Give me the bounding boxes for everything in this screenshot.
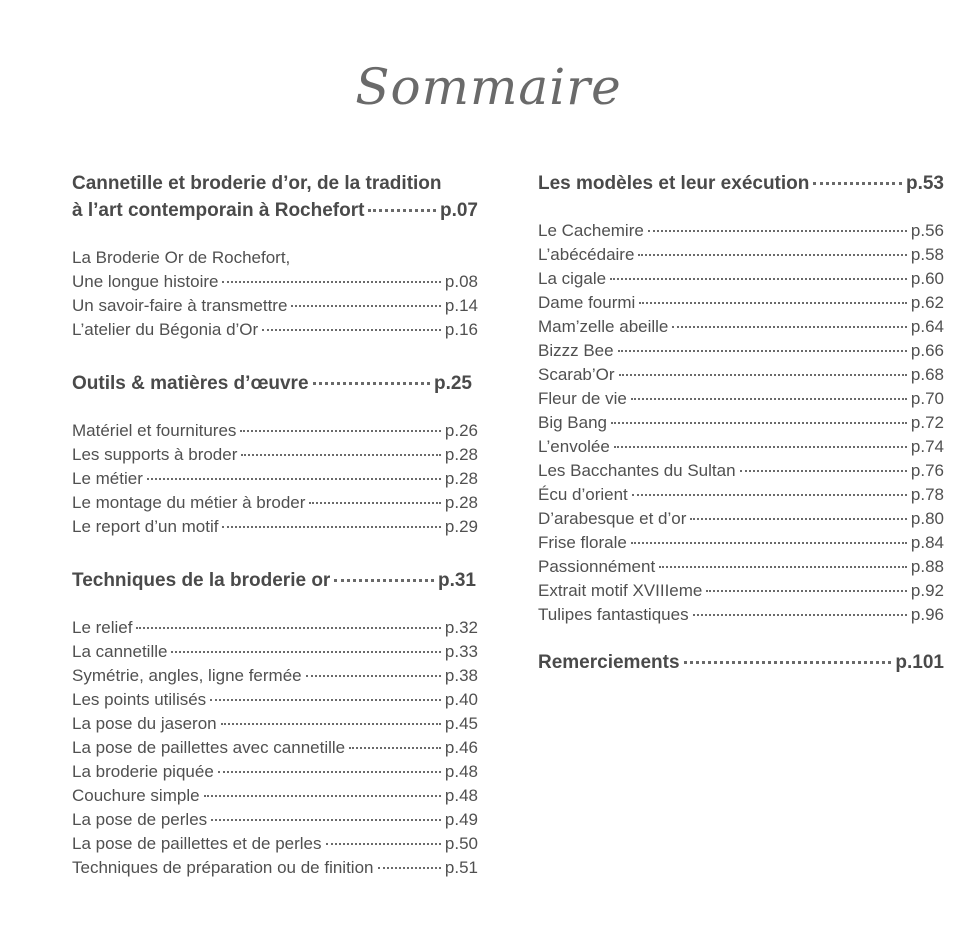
toc-entry[interactable] (538, 579, 944, 603)
toc-left-column (72, 170, 478, 880)
dot-leader (171, 651, 440, 653)
dot-leader (222, 281, 440, 283)
toc-entry[interactable] (72, 640, 478, 664)
toc-entry[interactable] (72, 688, 478, 712)
entry-page: p.46 (444, 738, 478, 757)
dot-leader (684, 661, 892, 664)
entry-label: La pose de paillettes avec cannetille (72, 738, 346, 757)
toc-entry[interactable] (538, 219, 944, 243)
toc-entry[interactable] (538, 507, 944, 531)
entry-page: p.38 (444, 666, 478, 685)
entry-label: Les points utilisés (72, 690, 207, 709)
section-heading-page: p.31 (437, 570, 476, 591)
toc-entry[interactable] (72, 443, 478, 467)
entry-page: p.45 (444, 714, 478, 733)
section-heading-modeles[interactable] (538, 170, 944, 197)
entry-page: p.26 (444, 421, 478, 440)
entry-label: Les supports à broder (72, 445, 238, 464)
entry-page: p.28 (444, 493, 478, 512)
entry-page: p.62 (910, 293, 944, 312)
entry-page: p.49 (444, 810, 478, 829)
entry-label: L’atelier du Bégonia d’Or (72, 320, 259, 339)
entry-page: p.72 (910, 413, 944, 432)
entry-label: Frise florale (538, 533, 627, 552)
toc-entry[interactable] (538, 243, 944, 267)
section-heading-line2: à l’art contemporain à Rochefort (72, 200, 365, 221)
entry-page: p.84 (910, 533, 944, 552)
dot-leader (659, 566, 907, 568)
toc-entry[interactable] (538, 411, 944, 435)
entry-page: p.33 (444, 642, 478, 661)
entry-page: p.50 (444, 834, 478, 853)
dot-leader (639, 302, 907, 304)
entry-page: p.51 (444, 858, 478, 877)
dot-leader (349, 747, 441, 749)
section-heading-techniques[interactable] (72, 567, 478, 594)
dot-leader (222, 526, 440, 528)
dot-leader (218, 771, 441, 773)
dot-leader (690, 518, 907, 520)
entry-page: p.96 (910, 605, 944, 624)
entry-label: Le Cachemire (538, 221, 644, 240)
dot-leader (693, 614, 907, 616)
entry-label: Techniques de préparation ou de finition (72, 858, 374, 877)
entry-label: Couchure simple (72, 786, 200, 805)
toc-entry[interactable] (538, 531, 944, 555)
dot-leader (631, 542, 907, 544)
entry-label: L’envolée (538, 437, 610, 456)
entry-page: p.48 (444, 762, 478, 781)
section-heading-page: p.101 (895, 652, 944, 673)
toc-entry[interactable] (538, 555, 944, 579)
dot-leader (291, 305, 441, 307)
dot-leader (740, 470, 907, 472)
toc-entry[interactable] (72, 616, 478, 640)
toc-entry[interactable] (72, 760, 478, 784)
toc-entry[interactable] (538, 435, 944, 459)
dot-leader (368, 209, 436, 212)
toc-entry[interactable] (538, 267, 944, 291)
dot-leader (262, 329, 441, 331)
dot-leader (378, 867, 441, 869)
dot-leader (309, 502, 440, 504)
dot-leader (240, 430, 441, 432)
entry-page: p.28 (444, 469, 478, 488)
dot-leader (210, 699, 441, 701)
toc-list-section1 (72, 270, 478, 342)
toc-entry[interactable] (72, 856, 478, 880)
entry-page: p.56 (910, 221, 944, 240)
entry-label: La pose de paillettes et de perles (72, 834, 322, 853)
entry-label: D’arabesque et d’or (538, 509, 687, 528)
entry-page: p.68 (910, 365, 944, 384)
entry-page: p.74 (910, 437, 944, 456)
toc-entry[interactable] (72, 664, 478, 688)
toc-entry[interactable] (538, 291, 944, 315)
entry-label: L’abécédaire (538, 245, 635, 264)
toc-entry[interactable] (72, 712, 478, 736)
entry-label: Passionnément (538, 557, 656, 576)
section-heading-cannetille[interactable] (72, 170, 478, 224)
toc-list-section4 (538, 219, 944, 627)
entry-page: p.58 (910, 245, 944, 264)
dot-leader (706, 590, 907, 592)
entry-label: Symétrie, angles, ligne fermée (72, 666, 302, 685)
dot-leader (326, 843, 441, 845)
dot-leader (221, 723, 441, 725)
entry-label: Dame fourmi (538, 293, 636, 312)
section-heading-line1: Cannetille et broderie d’or, de la tradition (72, 173, 442, 194)
toc-entry[interactable] (538, 387, 944, 411)
toc-list-section3 (72, 616, 478, 880)
dot-leader (632, 494, 907, 496)
toc-entry[interactable] (538, 459, 944, 483)
entry-page: p.14 (444, 296, 478, 315)
toc-entry[interactable] (72, 491, 478, 515)
entry-label: La cigale (538, 269, 607, 288)
dot-leader (204, 795, 441, 797)
entry-page: p.08 (444, 272, 478, 291)
toc-entry[interactable] (538, 315, 944, 339)
section-heading-page: p.53 (905, 173, 944, 194)
entry-page: p.76 (910, 461, 944, 480)
entry-page: p.29 (444, 517, 478, 536)
entry-label: Le report d’un motif (72, 517, 219, 536)
dot-leader (147, 478, 441, 480)
entry-page: p.32 (444, 618, 478, 637)
entry-label: Une longue histoire (72, 272, 219, 291)
entry-page: p.70 (910, 389, 944, 408)
entry-label: Big Bang (538, 413, 607, 432)
section-heading-page: p.07 (439, 200, 478, 221)
dot-leader (241, 454, 441, 456)
entry-label: Fleur de vie (538, 389, 627, 408)
entry-label: Les Bacchantes du Sultan (538, 461, 736, 480)
toc-entry[interactable] (538, 339, 944, 363)
entry-label: Tulipes fantastiques (538, 605, 689, 624)
section-heading-text: Outils & matières d’œuvre (72, 373, 309, 394)
dot-leader (610, 278, 907, 280)
entry-label: Un savoir-faire à transmettre (72, 296, 288, 315)
dot-leader (136, 627, 440, 629)
dot-leader (631, 398, 907, 400)
dot-leader (611, 422, 907, 424)
entry-label: Extrait motif XVIIIeme (538, 581, 703, 600)
page-title: Sommaire (355, 58, 622, 116)
section-heading-text: Techniques de la broderie or (72, 570, 331, 591)
entry-label: Le montage du métier à broder (72, 493, 306, 512)
dot-leader (618, 350, 907, 352)
section-heading-remerciements[interactable] (538, 649, 944, 676)
toc-entry[interactable] (72, 294, 478, 318)
section-heading-outils[interactable] (72, 370, 478, 397)
entry-page: p.40 (444, 690, 478, 709)
entry-page: p.16 (444, 320, 478, 339)
toc-entry[interactable] (538, 483, 944, 507)
entry-label: La broderie piquée (72, 762, 214, 781)
entry-page: p.66 (910, 341, 944, 360)
dot-leader (313, 382, 430, 385)
toc-entry[interactable] (72, 467, 478, 491)
entry-label: La cannetille (72, 642, 168, 661)
dot-leader (638, 254, 906, 256)
entry-label: La pose du jaseron (72, 714, 217, 733)
entry-label: Le relief (72, 618, 133, 637)
entry-label: Mam’zelle abeille (538, 317, 669, 336)
toc-entry[interactable] (72, 736, 478, 760)
toc-entry[interactable] (538, 363, 944, 387)
dot-leader (672, 326, 907, 328)
entry-page: p.78 (910, 485, 944, 504)
toc-entry[interactable] (72, 784, 478, 808)
toc-entry[interactable] (72, 808, 478, 832)
dot-leader (334, 579, 434, 582)
toc-entry[interactable] (72, 515, 478, 539)
dot-leader (211, 819, 441, 821)
toc-entry[interactable] (72, 419, 478, 443)
entry-page: p.92 (910, 581, 944, 600)
section-heading-text: Les modèles et leur exécution (538, 173, 810, 194)
entry-page: p.88 (910, 557, 944, 576)
toc-entry[interactable] (538, 603, 944, 627)
entry-label: Écu d’orient (538, 485, 628, 504)
entry-label: Le métier (72, 469, 143, 488)
entry-page: p.64 (910, 317, 944, 336)
dot-leader (619, 374, 907, 376)
entry-label: La pose de perles (72, 810, 208, 829)
section-heading-text: Remerciements (538, 652, 680, 673)
subsection-intro: La Broderie Or de Rochefort, (72, 248, 291, 267)
toc-entry[interactable] (72, 318, 478, 342)
entry-label: Scarab’Or (538, 365, 615, 384)
entry-page: p.60 (910, 269, 944, 288)
entry-page: p.80 (910, 509, 944, 528)
toc-list-section2 (72, 419, 478, 539)
dot-leader (306, 675, 441, 677)
toc-right-column (538, 170, 944, 676)
dot-leader (614, 446, 907, 448)
entry-page: p.48 (444, 786, 478, 805)
entry-label: Bizzz Bee (538, 341, 614, 360)
dot-leader (648, 230, 907, 232)
toc-entry[interactable] (72, 270, 478, 294)
toc-entry[interactable] (72, 832, 478, 856)
entry-page: p.28 (444, 445, 478, 464)
entry-label: Matériel et fournitures (72, 421, 237, 440)
dot-leader (813, 182, 902, 185)
section-heading-page: p.25 (433, 373, 472, 394)
